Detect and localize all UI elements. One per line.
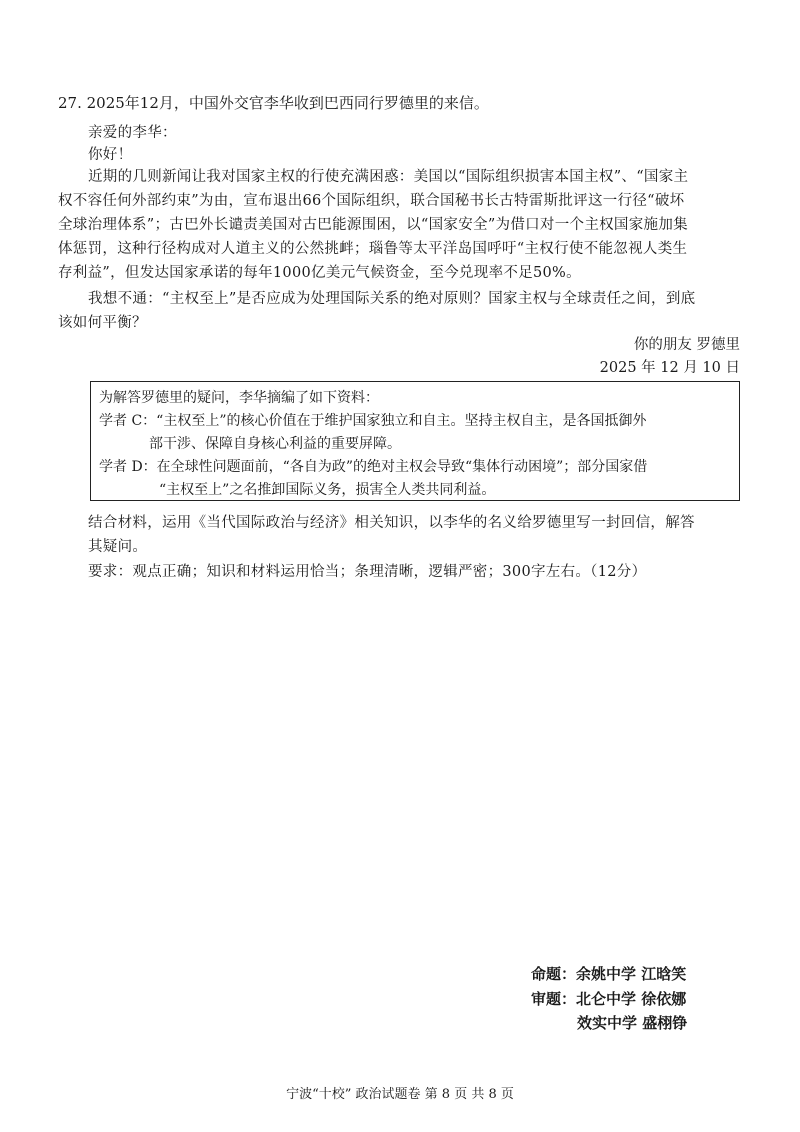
credit-reviewer-2: 效实中学 盛栩铮	[577, 1014, 688, 1032]
letter-signature: 你的朋友 罗德里	[633, 337, 740, 353]
material-box	[90, 381, 740, 501]
scholar-c-text: 学者 C：“主权至上”的核心价值在于维护国家独立和自主。坚持主权自主，是各国抵御外	[99, 413, 647, 429]
letter-paragraph-line: 体惩罚，这种行径构成对人道主义的公然挑衅；瑙鲁等太平洋岛国呼吁“主权行使不能忽视人类生	[58, 241, 688, 257]
scholar-d-text-cont: “主权至上”之名推卸国际义务，损害全人类共同利益。	[159, 482, 496, 498]
letter-paragraph-line: 该如何平衡？	[58, 315, 147, 331]
letter-greeting: 你好！	[88, 147, 133, 163]
letter-paragraph-line: 全球治理体系”；古巴外长谴责美国对古巴能源围困，以“国家安全”为借口对一个主权国家施加集	[58, 217, 688, 233]
page-footer: 宁波“十校” 政治试题卷 第 8 页 共 8 页	[286, 1087, 514, 1102]
credit-author: 命题：余姚中学 江晗笑	[531, 965, 687, 983]
task-text-cont: 其疑问。	[88, 539, 148, 555]
letter-paragraph-line: 权不容任何外部约束”为由，宣布退出66个国际组织，联合国秘书长古特雷斯批评这一行径“破坏	[58, 193, 685, 209]
letter-date: 2025 年 12 月 10 日	[599, 360, 740, 376]
requirement-text: 要求：观点正确；知识和材料运用恰当；条理清晰，逻辑严密；300字左右。（12分）	[88, 564, 647, 580]
letter-paragraph-line: 我想不通：“主权至上”是否应成为处理国际关系的绝对原则？国家主权与全球责任之间，到底	[88, 291, 696, 307]
letter-paragraph-line: 存利益”，但发达国家承诺的每年1000亿美元气候资金，至今兑现率不足50%。	[58, 265, 581, 281]
task-text: 结合材料，运用《当代国际政治与经济》相关知识，以李华的名义给罗德里写一封回信，解答	[88, 515, 695, 531]
letter-salutation: 亲爱的李华：	[88, 125, 177, 141]
credit-reviewer: 审题：北仑中学 徐依娜	[531, 990, 687, 1008]
question-header: 27. 2025年12月，中国外交官李华收到巴西同行罗德里的来信。	[58, 94, 489, 112]
material-intro: 为解答罗德里的疑问，李华摘编了如下资料：	[99, 390, 379, 406]
scholar-c-text-cont: 部干涉、保障自身核心利益的重要屏障。	[149, 436, 401, 452]
letter-paragraph-line: 近期的几则新闻让我对国家主权的行使充满困惑：美国以“国际组织损害本国主权”、“国家主	[88, 169, 689, 185]
scholar-d-text: 学者 D：在全球性问题面前，“各自为政”的绝对主权会导致“集体行动困境”；部分国家借	[99, 459, 648, 475]
